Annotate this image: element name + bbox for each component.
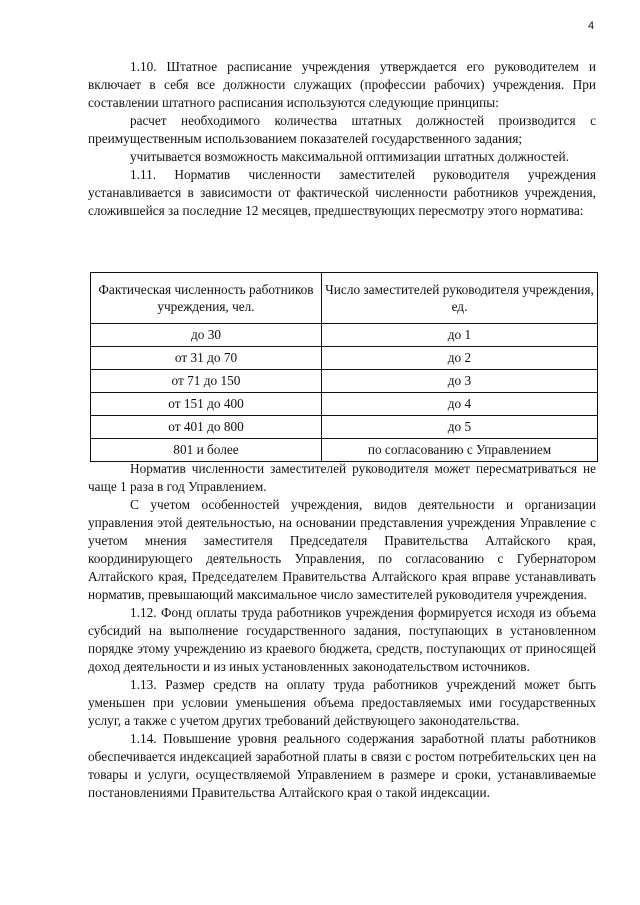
table-cell: до 30: [91, 324, 322, 347]
paragraph-1-10: 1.10. Штатное расписание учреждения утверждается его руководителем и включает в себя все должности служащих (профессии рабочих) учреждения. При составлении штатного расписания используются следующие принципы:: [88, 59, 596, 110]
table-row: [91, 324, 598, 347]
deputy-norm-table: [90, 272, 598, 462]
top-text-block: [88, 58, 596, 220]
table-cell: до 5: [322, 416, 598, 439]
principle-staff-calculation: расчет необходимого количества штатных должностей производится с преимущественным использованием показателей государственного задания;: [88, 113, 596, 146]
paragraph-1-14: 1.14. Повышение уровня реального содержания заработной платы работников обеспечивается индексацией заработной платы в связи с ростом потребительских цен на товары и услуги, осуществляемой Управлением в размере и сроки, устанавливаемые постановлениями Правительства Алтайского края о такой индексации.: [88, 731, 596, 800]
paragraph-1-12: 1.12. Фонд оплаты труда работников учреждения формируется исходя из объема субсидий на выполнение государственного задания, поступающих в установленном порядке этому учреждению из краевого бюджета, средств, поступающих от приносящей доход деятельности и из иных установленных законодательством источников.: [88, 605, 596, 674]
table-row: [91, 370, 598, 393]
table-header-row: [91, 273, 598, 324]
table-cell: от 151 до 400: [91, 393, 322, 416]
table-row: [91, 393, 598, 416]
page-number: 4: [588, 20, 595, 32]
table-cell: от 401 до 800: [91, 416, 322, 439]
paragraph-norm-review: Норматив численности заместителей руководителя может пересматриваться не чаще 1 раза в год Управлением.: [88, 461, 596, 494]
paragraph-1-13: 1.13. Размер средств на оплату труда работников учреждений может быть уменьшен при условии уменьшения объема предоставляемых ими государственных услуг, а также с учетом других требований действующего законодательства.: [88, 677, 596, 728]
table-cell: до 4: [322, 393, 598, 416]
table-cell: до 2: [322, 347, 598, 370]
paragraph-1-11: 1.11. Норматив численности заместителей руководителя учреждения устанавливается в зависимости от фактической численности работников учреждения, сложившейся за последние 12 месяцев, предшествующих пересмотру этого норматива:: [88, 167, 596, 218]
table-row: [91, 439, 598, 462]
table-cell: от 31 до 70: [91, 347, 322, 370]
bottom-text-block: [88, 460, 596, 802]
table-header-staff-count: Фактическая численность работников учреждения, чел.: [91, 273, 322, 324]
table-cell: от 71 до 150: [91, 370, 322, 393]
principle-optimization: учитывается возможность максимальной оптимизации штатных должностей.: [130, 149, 569, 164]
table-cell: 801 и более: [91, 439, 322, 462]
paragraph-norm-exception: С учетом особенностей учреждения, видов деятельности и организации управления этой деятельностью, на основании представления учреждения Управление с учетом мнения заместителя Председателя Правительства Алтайского края, координирующего деятельность Управления, по согласованию с Губернатором Алтайского края, Председателем Правительства Алтайского края вправе устанавливать норматив, превышающий максимальное число заместителей руководителя учреждения.: [88, 497, 596, 602]
table-row: [91, 416, 598, 439]
table-cell: до 1: [322, 324, 598, 347]
table-row: [91, 347, 598, 370]
table-cell: по согласованию с Управлением: [322, 439, 598, 462]
table-cell: до 3: [322, 370, 598, 393]
table-header-deputy-count: Число заместителей руководителя учреждения, ед.: [322, 273, 598, 324]
